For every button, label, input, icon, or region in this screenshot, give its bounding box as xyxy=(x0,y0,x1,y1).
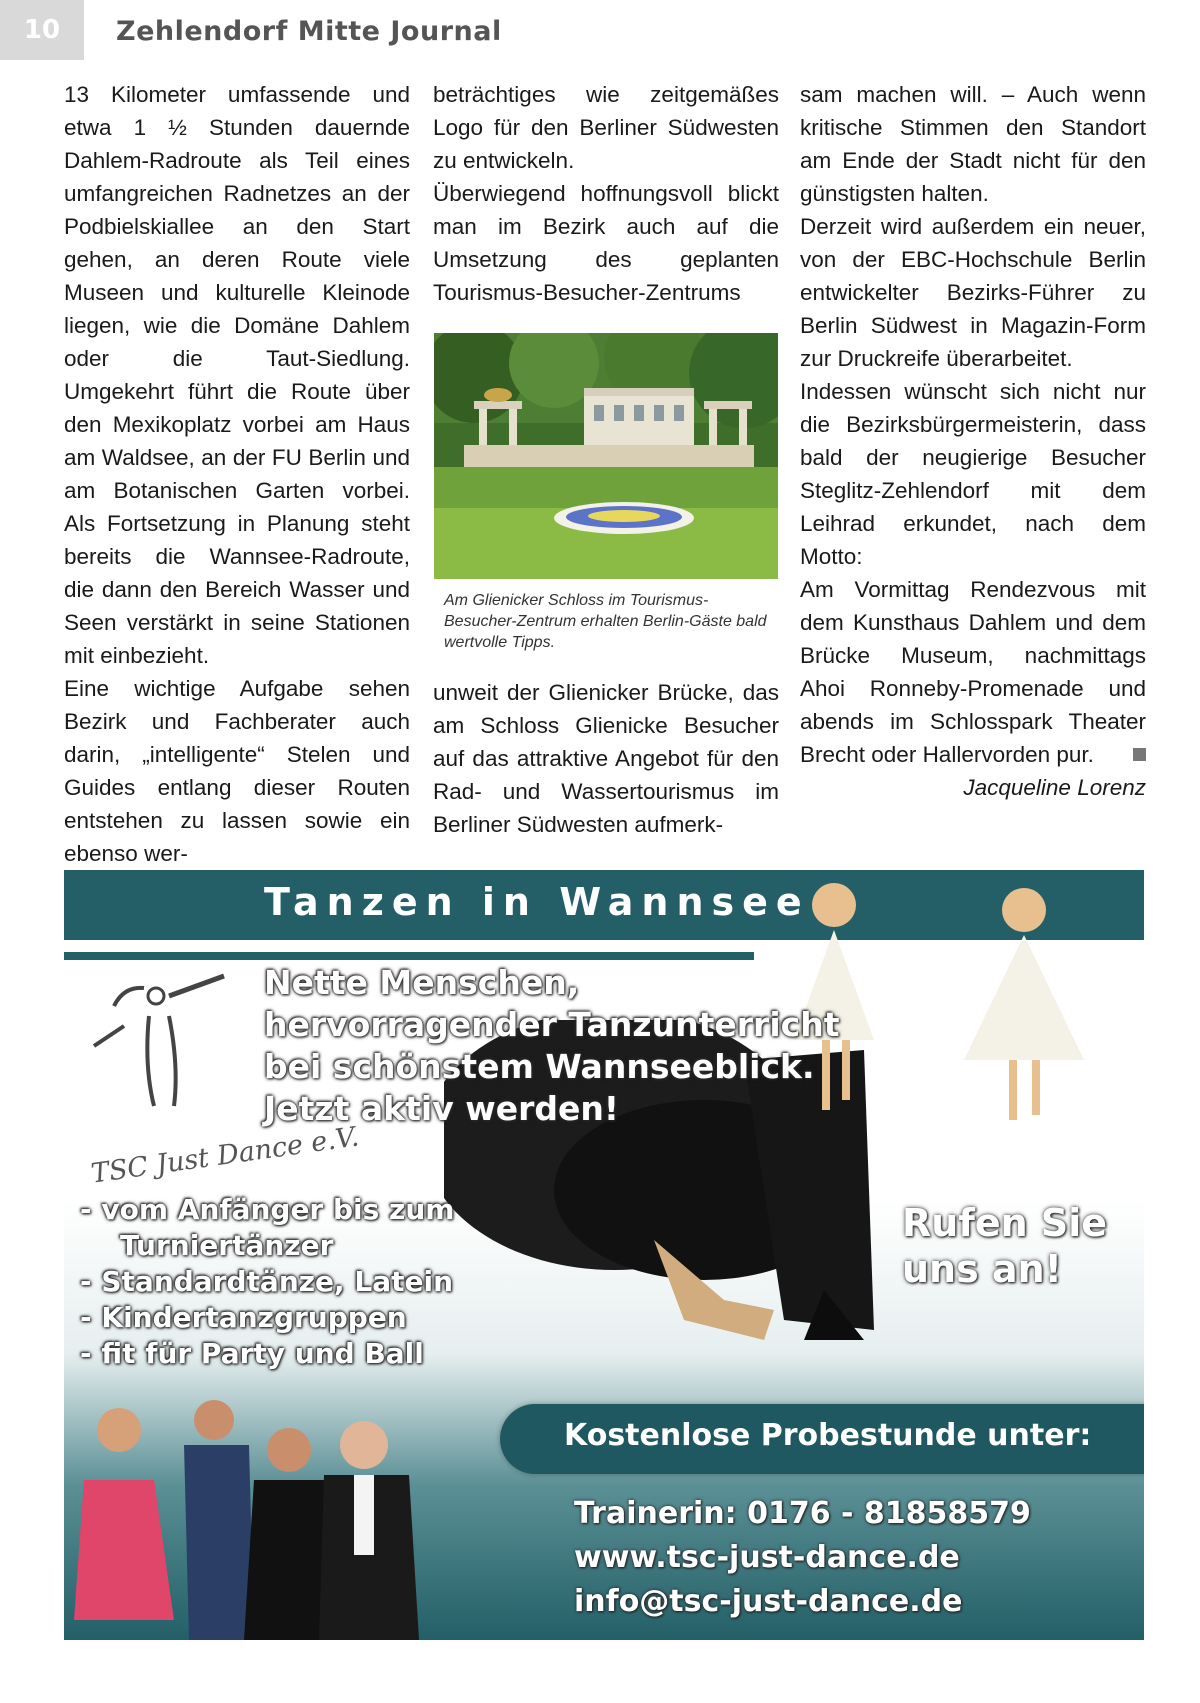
bullet-item: - vom Anfänger bis zum Turniertänzer xyxy=(80,1193,455,1262)
paragraph: Eine wichtige Aufgabe sehen Bezirk und Fachberater auch darin, „intelligente“ Stelen und Guides entlang dieser Routen entstehen zu lassen sowie ein ebenso wer- xyxy=(64,676,410,866)
bullet-item: - Kindertanzgruppen xyxy=(80,1301,407,1334)
word-fragment: be xyxy=(433,82,459,107)
call-to-action: Rufen Sie uns an! xyxy=(902,1201,1108,1291)
paragraph: 13 Kilometer umfassende und etwa 1 ½ Stunden dauernde Dahlem-Radroute als Teil eines umfangreichen Radnetzes an der Podbielskiallee an den Start gehen, an deren Route viele Museen und kulturelle Kleinode liegen, wie die Domäne Dahlem oder die Taut-Siedlung. Umgekehrt führt die Route über den Mexikoplatz vorbei am Haus am Waldsee, an der FU Berlin und am Botanischen Garten vorbei. Als Fortsetzung in Planung steht bereits die Wannsee-Radroute, die dann den Bereich Wasser und Seen verstärkt in seine Stationen mit einbezieht. xyxy=(64,82,410,668)
tsc-logo-dancer-icon xyxy=(84,966,234,1116)
end-mark-icon xyxy=(1133,748,1146,761)
ad-divider-line xyxy=(64,952,754,960)
website-link[interactable]: www.tsc-just-dance.de xyxy=(574,1540,960,1575)
article-column-2-continued xyxy=(433,676,779,841)
article-column-3 xyxy=(800,78,1146,804)
ad-bullet-list xyxy=(80,1192,480,1372)
schloss-photo xyxy=(434,333,778,579)
bullet-item: - fit für Party und Ball xyxy=(80,1337,424,1370)
adult-dancers-image xyxy=(64,1390,504,1640)
photo-caption: Am Glienicker Schloss im Tourismus-Besucher-Zentrum erhalten Berlin-Gäste bald wertvolle Tipps. xyxy=(444,592,767,651)
paragraph: unweit der Glienicker Brücke, das am Schloss Glienicke Besucher auf das attraktive Angebot für den Rad- und Wassertourismus im Berliner Südwesten aufmerk- xyxy=(433,680,779,837)
paragraph: sam machen will. – Auch wenn kritische Stimmen den Standort am Ende der Stadt nicht für den günstigsten halten. xyxy=(800,82,1146,206)
article-column-1 xyxy=(64,78,410,870)
paragraph xyxy=(433,78,779,177)
dance-advertisement xyxy=(64,870,1144,1640)
paragraph-text: Am Vormittag Rendezvous mit dem Kunsthaus Dahlem und dem Brücke Museum, nachmittags Ahoi Ronneby-Promenade und abends im Schlosspark Theater Brecht oder Hallervorden pur. xyxy=(800,577,1146,767)
paragraph-text: trächtiges wie zeitgemäßes Logo für den Berliner Südwesten zu entwickeln. xyxy=(433,82,779,173)
page-number: 10 xyxy=(0,0,84,60)
email-link[interactable]: info@tsc-just-dance.de xyxy=(574,1584,963,1619)
paragraph: Überwiegend hoffnungsvoll blickt man im Bezirk auch auf die Umsetzung des geplanten Tourismus-Besucher-Zentrums xyxy=(433,181,779,305)
author: Jacqueline Lorenz xyxy=(963,775,1146,800)
journal-title: Zehlendorf Mitte Journal xyxy=(116,16,502,47)
ad-title: Tanzen in Wannsee xyxy=(264,880,810,924)
article-column-2 xyxy=(433,78,779,309)
logo-text: TSC Just Dance e.V. xyxy=(89,1121,361,1190)
ad-headline: Nette Menschen, hervorragender Tanzunterricht bei schönstem Wannseeblick. Jetzt aktiv werden! xyxy=(264,963,840,1128)
paragraph: Indessen wünscht sich nicht nur die Bezirksbürgermeisterin, dass bald der neugierige Besucher Steglitz-Zehlendorf mit dem Leihrad erkundet, nach dem Motto: xyxy=(800,379,1146,569)
trial-text: Kostenlose Probestunde unter: xyxy=(564,1418,1092,1453)
bullet-item: - Standardtänze, Latein xyxy=(80,1265,454,1298)
contact-block xyxy=(574,1492,1134,1624)
paragraph-final xyxy=(800,573,1146,771)
paragraph: Derzeit wird außerdem ein neuer, von der EBC-Hochschule Berlin entwickelter Bezirks-Führer zu Berlin Südwest in Magazin-Form zur Druckreife überarbeitet. xyxy=(800,214,1146,371)
phone-number[interactable]: Trainerin: 0176 - 81858579 xyxy=(574,1496,1031,1531)
